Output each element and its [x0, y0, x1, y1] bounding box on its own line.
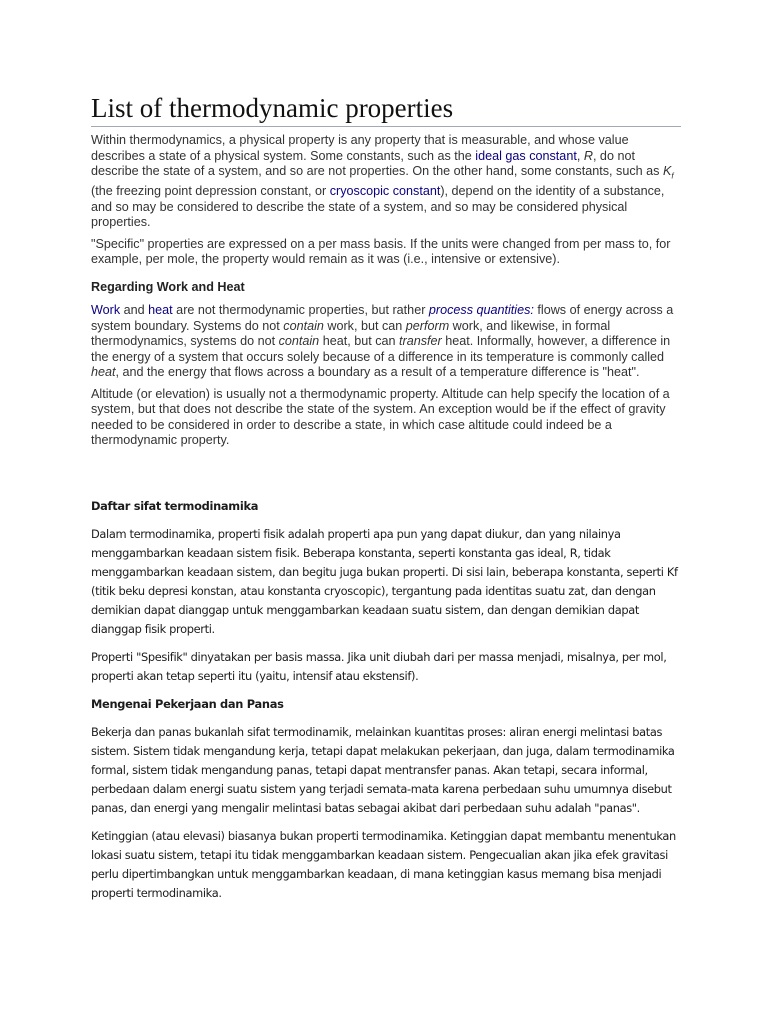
- indonesian-intro-paragraph: Dalam termodinamika, properti fisik adalah properti apa pun yang dapat diukur, dan yang nilainya menggambarkan keadaan sistem fisik. Beberapa konstanta, seperti konstanta gas ideal, R, tidak menggambarkan keadaan sistem, dan begitu juga bukan properti. Di sisi lain, beberapa konstanta, seperti Kf (titik beku depresi konstan, atau konstanta cryoscopic), tergantung pada identitas suatu zat, dan dengan demikian dapat dianggap untuk menggambarkan keadaan suatu sistem, dan dengan demikian dapat dianggap fisik properti.: [91, 527, 678, 636]
- em-contain-1: contain: [283, 318, 324, 333]
- work-link[interactable]: Work: [91, 303, 121, 318]
- cryoscopic-constant-link[interactable]: cryoscopic constant: [329, 184, 441, 199]
- indonesian-title: Daftar sifat termodinamika: [91, 499, 259, 513]
- intro-text-2: ,: [576, 148, 584, 163]
- indonesian-altitude-paragraph: Ketinggian (atau elevasi) biasanya bukan properti termodinamika. Ketinggian dapat membantu menentukan lokasi suatu sistem, tetapi itu tidak menggambarkan keadaan sistem. Pengecualian akan jika efek gravitasi perlu dipertimbangkan untuk menggambarkan keadaan, di mana ketinggian kasus memang bisa menjadi properti termodinamika.: [91, 829, 676, 900]
- indonesian-section: [91, 497, 691, 912]
- intro-text-1: Within thermodynamics, a physical property is any property that is measurable, and whose value describes a state of a physical system. Some constants, such as the: [91, 133, 629, 163]
- work-heat-text-4: work, but can: [323, 318, 406, 333]
- heat-link[interactable]: heat: [148, 303, 173, 318]
- specific-paragraph: "Specific" properties are expressed on a per mass basis. If the units were changed from per mass to, for example, per mole, the property would remain as it was (i.e., intensive or extensive).: [91, 236, 671, 267]
- indonesian-specific-paragraph: Properti "Spesifik" dinyatakan per basis massa. Jika unit diubah dari per massa menjadi, misalnya, per mol, properti akan tetap seperti itu (yaitu, intensif atau ekstensif).: [91, 650, 667, 683]
- em-contain-2: contain: [278, 334, 320, 349]
- r-symbol: R: [583, 148, 593, 163]
- process-quantities-link[interactable]: process quantities:: [428, 303, 534, 318]
- intro-paragraph: [91, 133, 681, 231]
- english-section: [91, 92, 681, 455]
- em-transfer: transfer: [399, 334, 442, 349]
- kf-symbol-subscript: f: [671, 171, 674, 181]
- work-heat-text-1: and: [120, 303, 149, 318]
- kf-symbol-letter: K: [662, 164, 672, 178]
- ideal-gas-constant-link[interactable]: ideal gas constant: [475, 148, 577, 163]
- indonesian-work-heat-paragraph: Bekerja dan panas bukanlah sifat termodinamik, melainkan kuantitas proses: aliran energi melintasi batas sistem. Sistem tidak mengandung kerja, tetapi dapat melakukan pekerjaan, dan juga, dalam termodinamika formal, sistem tidak mengandung panas, tetapi dapat mentransfer panas. Akan tetapi, secara informal, perbedaan dalam energi suatu sistem yang terjadi semata-mata karena perbedaan suhu umumnya disebut panas, dan energi yang mengalir melintasi batas sebagai akibat dari perbedaan suhu adalah "panas".: [91, 725, 675, 815]
- work-heat-heading: Regarding Work and Heat: [91, 279, 245, 294]
- kf-symbol: [662, 164, 674, 181]
- indonesian-work-heat-heading: Mengenai Pekerjaan dan Panas: [91, 697, 284, 711]
- work-heat-text-8: , and the energy that flows across a boundary as a result of a temperature difference is "heat".: [115, 365, 640, 380]
- em-perform: perform: [405, 318, 450, 333]
- work-heat-text-5: work, and likewise, in formal thermodynamics, systems do not: [91, 318, 611, 349]
- work-heat-text-3: flows of energy across a system boundary. Systems do not: [91, 303, 674, 333]
- work-heat-text-6: heat, but can: [319, 334, 400, 349]
- em-heat: heat: [91, 365, 116, 380]
- work-heat-text-7: heat. Informally, however, a difference in the energy of a system that occurs solely because of a difference in its temperature is commonly called: [91, 334, 671, 364]
- intro-text-3: , do not describe the state of a system, and so are not properties. On the other hand, some constants, such as: [91, 148, 663, 178]
- altitude-paragraph: Altitude (or elevation) is usually not a thermodynamic property. Altitude can help specify the location of a system, but that does not describe the state of the system. An exception would be if the effect of gravity needed to be considered in order to describe a state, in which case altitude could indeed be a thermodynamic property.: [91, 386, 670, 448]
- intro-text-4: (the freezing point depression constant, or: [91, 184, 330, 199]
- work-heat-paragraph: [91, 303, 681, 381]
- intro-text-5: ), depend on the identity of a substance, and so may be considered to describe the state of a system, and so may be considered physical properties.: [91, 184, 665, 230]
- page-title: List of thermodynamic properties: [91, 92, 681, 127]
- work-heat-text-2: are not thermodynamic properties, but rather: [172, 303, 429, 318]
